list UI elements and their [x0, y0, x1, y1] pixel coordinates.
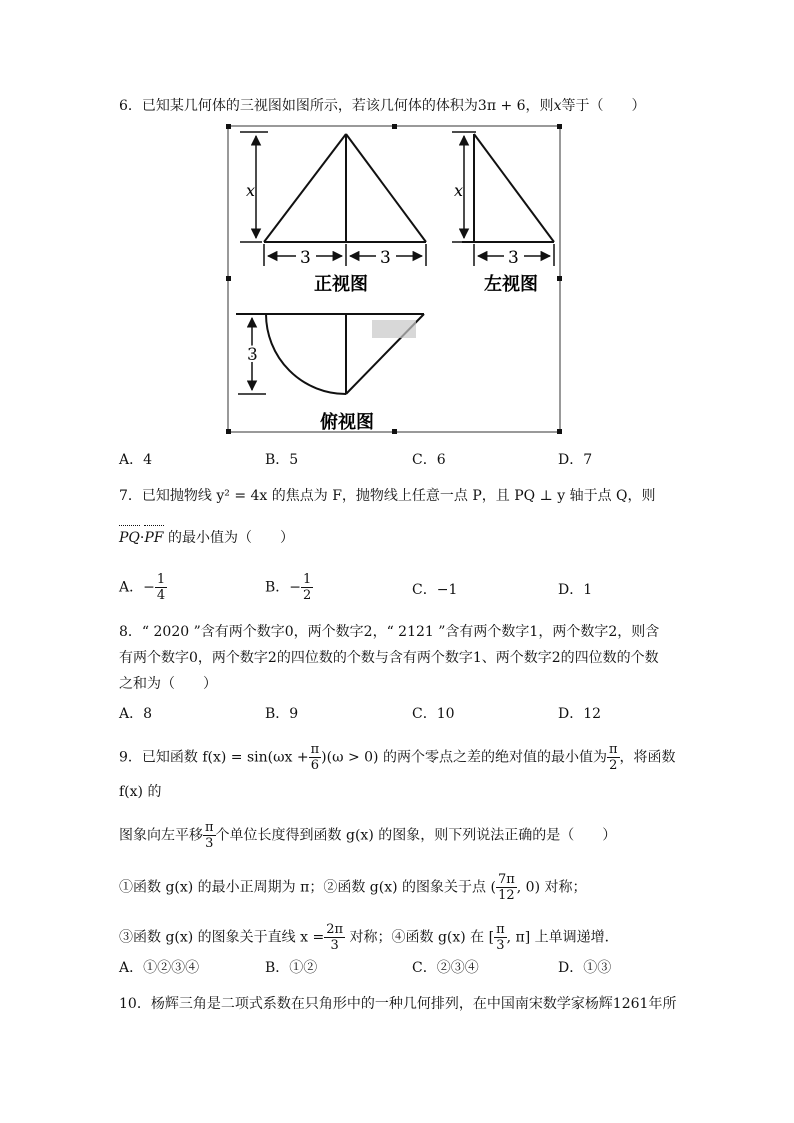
q9-l5-a: ③函数 g(x) 的图象关于直线 x =	[119, 929, 325, 946]
q10-line1: 10．杨辉三角是二项式系数在只角形中的一种几何排列，在中国南宋数学家杨辉1261年所	[119, 996, 677, 1012]
q7-vec-pq: PQ	[119, 530, 140, 546]
q7-b-frac	[301, 572, 313, 603]
q7-dot: ·	[139, 530, 145, 546]
q6-var: x	[553, 98, 562, 114]
q9-l5-den2: 3	[496, 938, 505, 953]
q9-l1-frac	[309, 742, 322, 773]
q7-line1: 7．已知抛物线 y² = 4x 的焦点为 F，抛物线上任意一点 P，且 PQ ⊥ y 轴于点 Q，则	[119, 488, 656, 504]
front-view-label: 正视图	[314, 274, 368, 295]
q9-l3-num: π	[205, 820, 214, 835]
side-dim-3: 3	[508, 248, 519, 268]
front-x-label: x	[246, 181, 256, 200]
frame-handle	[392, 124, 397, 129]
q9-l5-num2: π	[496, 922, 505, 937]
q9-l3-frac	[203, 820, 216, 851]
side-view-label: 左视图	[484, 274, 538, 295]
q8-line3: 之和为（ ）	[119, 676, 217, 692]
three-view-svg	[226, 124, 562, 434]
q6-option-b: B．5	[265, 452, 299, 468]
q7-option-d: D．1	[558, 582, 593, 598]
q6-option-c: C．6	[412, 452, 446, 468]
q7-option-c: C．−1	[412, 582, 458, 598]
q9-l1-num2: π	[608, 742, 618, 757]
q9-l4-b: , 0) 对称；	[516, 879, 587, 896]
front-width-dim	[264, 244, 426, 266]
q9-l1-c: ，将函数	[619, 749, 676, 766]
q7-line2-tail: 的最小值为（ ）	[163, 530, 294, 546]
q7-line2	[119, 528, 294, 548]
front-dim-3-left: 3	[300, 248, 311, 268]
q8-line2: 有两个数字0，两个数字2的四位数的个数与含有两个数字1、两个数字2的四位数的个数	[119, 650, 659, 666]
q9-l1-den2: 2	[609, 758, 618, 773]
q6-stem	[119, 96, 645, 116]
side-x-label: x	[454, 181, 464, 200]
top-view-label: 俯视图	[320, 412, 374, 433]
three-view-figure	[226, 124, 562, 434]
q9-l5-frac2	[494, 922, 507, 953]
q9-l1-den: 6	[310, 758, 320, 773]
frame-handle	[557, 429, 562, 434]
q7-b-den: 2	[303, 588, 312, 603]
q9-option-c: C．②③④	[412, 960, 479, 976]
q9-l5-num: 2π	[326, 922, 344, 937]
q6-option-a: A．4	[119, 452, 153, 468]
q8-option-c: C．10	[412, 706, 455, 722]
blurred-watermark	[372, 320, 416, 338]
q6-text: 6．已知某几何体的三视图如图所示，若该几何体的体积为3π + 6，则	[119, 98, 554, 114]
q7-a-num: 1	[156, 572, 166, 587]
q9-line3	[119, 820, 616, 851]
front-view	[264, 134, 426, 242]
frame-handle	[226, 276, 231, 281]
q9-option-a: A．①②③④	[119, 960, 200, 976]
q9-l5-den: 3	[330, 938, 339, 953]
q9-l4-num: 7π	[497, 872, 515, 887]
frame-handle	[226, 429, 231, 434]
q7-a-frac	[155, 572, 167, 603]
q9-l4-a: ①函数 g(x) 的最小正周期为 π；②函数 g(x) 的图象关于点 (	[119, 879, 496, 896]
q7-a-den: 4	[156, 588, 166, 603]
q9-l1-a: 9．已知函数 f(x) = sin(ωx +	[119, 749, 309, 766]
q6-option-d: D．7	[558, 452, 593, 468]
q7-b-num: 1	[303, 572, 312, 587]
q7-a-prefix: A．−	[119, 579, 155, 596]
q9-l5-c: , π] 上单调递增．	[506, 929, 619, 946]
q9-l1-num: π	[310, 742, 320, 757]
frame-handle	[226, 124, 231, 129]
q8-option-b: B．9	[265, 706, 299, 722]
q8-option-d: D．12	[558, 706, 602, 722]
q9-l4-den: 12	[498, 888, 515, 903]
q9-line2: f(x) 的	[119, 784, 162, 800]
frame-handle	[392, 429, 397, 434]
q6-tail: 等于（ ）	[561, 98, 646, 114]
q9-option-d: D．①③	[558, 960, 612, 976]
q8-option-a: A．8	[119, 706, 153, 722]
q9-line1	[119, 742, 676, 773]
front-dim-3-right: 3	[380, 248, 391, 268]
q9-line4	[119, 872, 587, 903]
side-view	[462, 134, 554, 242]
q7-b-prefix: B．−	[265, 579, 302, 596]
q9-l3-den: 3	[205, 836, 214, 851]
q9-option-b: B．①②	[265, 960, 318, 976]
q9-l3-b: 个单位长度得到函数 g(x) 的图象，则下列说法正确的是（ ）	[215, 827, 617, 844]
q8-line1: 8．“ 2020 ”含有两个数字0，两个数字2，“ 2121 ”含有两个数字1，两个数字2，则含	[119, 624, 660, 640]
frame-handle	[557, 276, 562, 281]
q9-line5	[119, 922, 619, 953]
q9-l3-a: 图象向左平移	[119, 827, 203, 844]
q9-l1-b: )(ω > 0) 的两个零点之差的绝对值的最小值为	[321, 749, 607, 766]
q9-l4-frac	[496, 872, 517, 903]
q7-vec-pf: PF	[144, 530, 164, 546]
q9-l1-frac2	[607, 742, 620, 773]
q7-option-b	[265, 572, 313, 603]
q9-l5-frac	[324, 922, 345, 953]
q9-l5-b: 对称；④函数 g(x) 在 [	[345, 929, 495, 946]
frame-handle	[557, 124, 562, 129]
top-dim-3: 3	[247, 345, 258, 365]
q7-option-a	[119, 572, 167, 603]
